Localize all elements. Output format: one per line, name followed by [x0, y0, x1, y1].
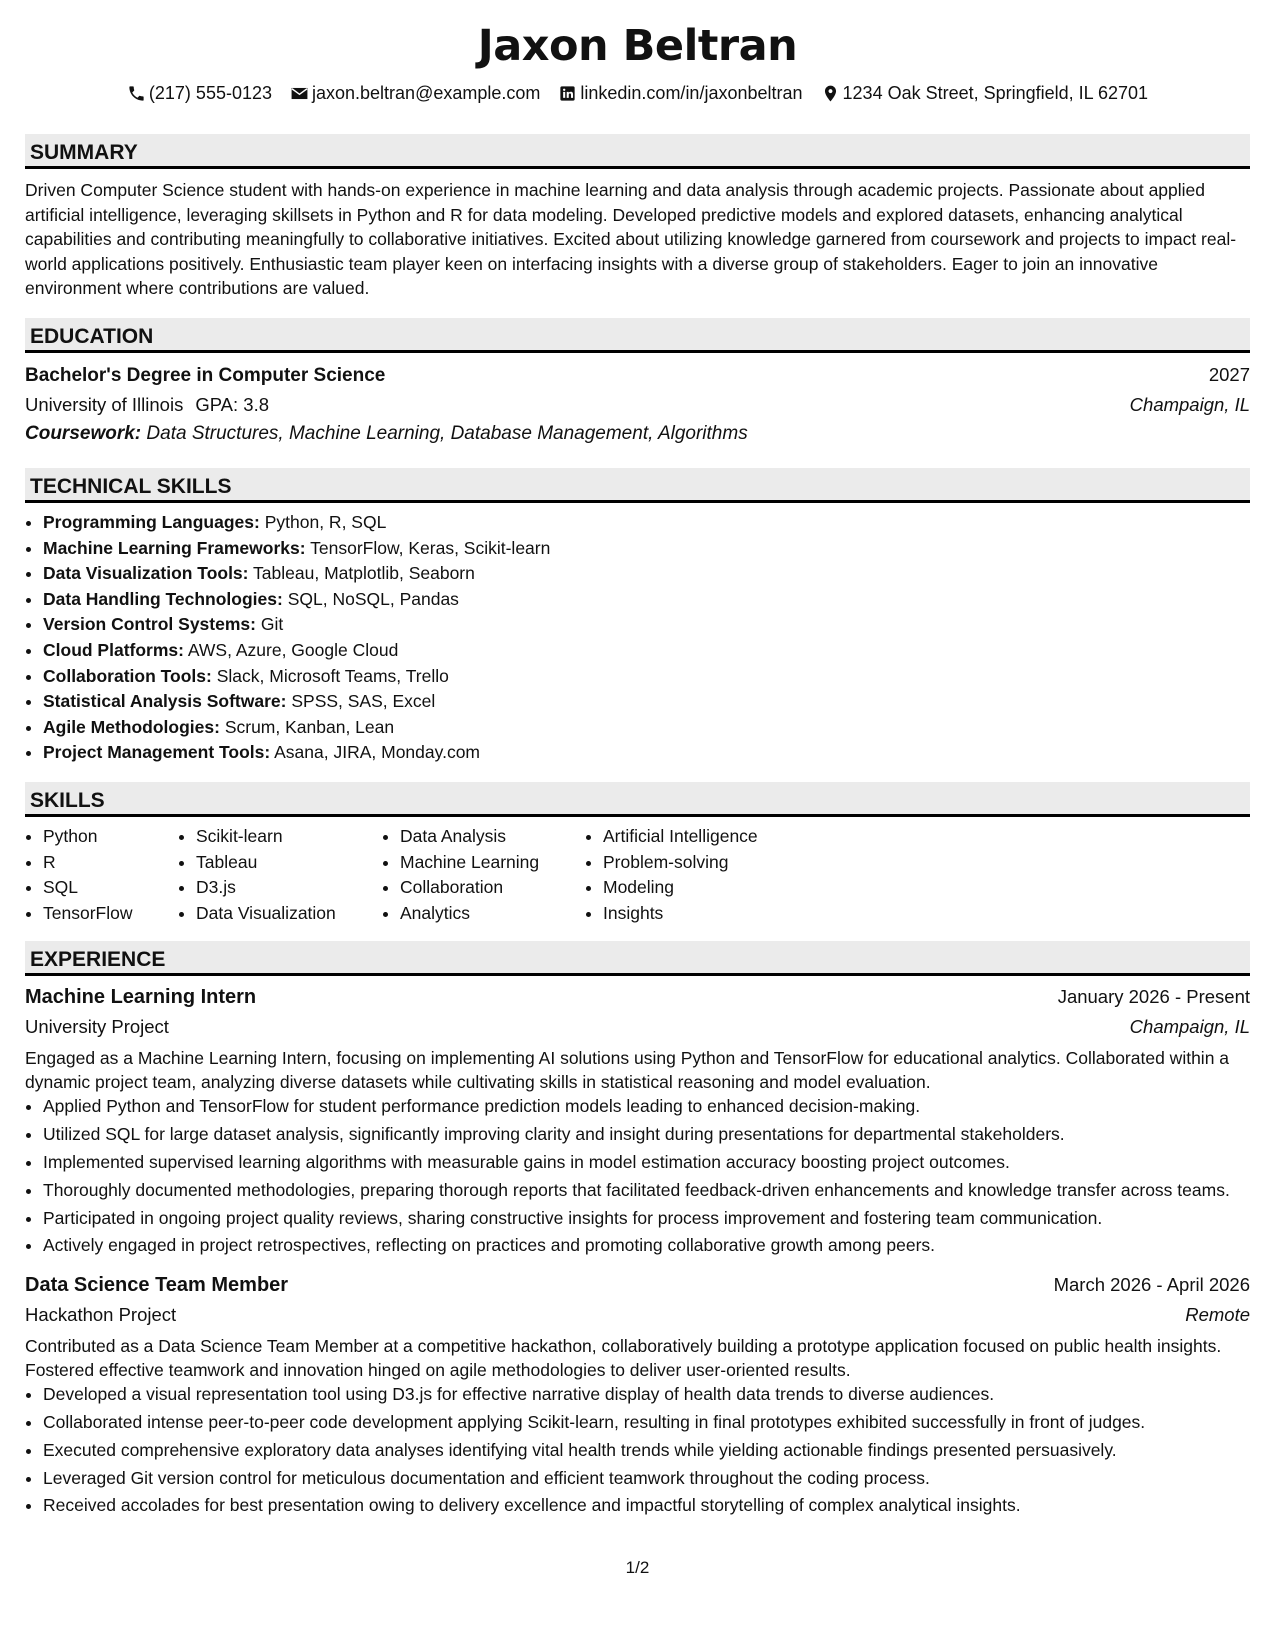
summary-text: Driven Computer Science student with hands-on experience in machine learning and data analysis through academic projects. Passionate about applied artificial intelligence, leveraging skillsets in Python and R for data modeling. Developed predictive models and explored datasets, enhancing analytical capabilities and contributing meaningfully to collaborative initiatives. Excited about utilizing knowledge garnered from coursework and projects to impact real-world applications positively. Enthusiastic team player keen on interfacing insights with a diverse group of stakeholders. Eager to join an innovative environment where contributions are valued. [25, 180, 1237, 299]
linkedin-icon [558, 84, 577, 103]
skill-label: Project Management Tools: [43, 742, 271, 763]
list-item: • TensorFlow [43, 901, 178, 927]
job-org: University Project [25, 1016, 169, 1038]
list-item: • Scikit-learn [196, 824, 382, 850]
list-item [43, 689, 1250, 715]
phone-text: (217) 555-0123 [148, 82, 272, 103]
job-title: Data Science Team Member [25, 1273, 289, 1296]
list-item [43, 510, 1250, 536]
coursework-label: Coursework: [25, 422, 142, 444]
skill-label: Statistical Analysis Software: [43, 691, 287, 712]
job-org-row [25, 1302, 1250, 1328]
email-text: jaxon.beltran@example.com [312, 82, 541, 103]
list-item [43, 561, 1250, 587]
skill-value: Asana, JIRA, Monday.com [274, 742, 480, 763]
list-item: • Modeling [603, 875, 803, 901]
list-item: • Machine Learning [400, 850, 585, 876]
skill-value: AWS, Azure, Google Cloud [187, 639, 399, 660]
skill-label: Agile Methodologies: [43, 716, 220, 737]
list-item: • Tableau [196, 850, 382, 876]
list-item: • Participated in ongoing project quality reviews, sharing constructive insights for process improvement and fostering team communication. [43, 1206, 1250, 1232]
list-item: • D3.js [196, 875, 382, 901]
list-item: • SQL [43, 875, 178, 901]
list-item: • Implemented supervised learning algorithms with measurable gains in model estimation accuracy boosting project outcomes. [43, 1150, 1250, 1176]
summary-heading: SUMMARY [25, 134, 1250, 169]
list-item: • Python [43, 824, 178, 850]
skill-label: Collaboration Tools: [43, 665, 212, 686]
education-heading: EDUCATION [25, 318, 1250, 353]
job-org-row [25, 1014, 1250, 1040]
skills-column-1 [25, 824, 178, 926]
list-item: • Insights [603, 901, 803, 927]
list-item: • Executed comprehensive exploratory data analyses identifying vital health trends while yielding actionable findings presented persuasively. [43, 1438, 1250, 1464]
degree: Bachelor's Degree in Computer Science [25, 364, 386, 386]
list-item: • Analytics [400, 901, 585, 927]
job-entry [25, 983, 1250, 1259]
job-description: Contributed as a Data Science Team Member at a competitive hackathon, collaboratively building a prototype application focused on public health insights. Fostered effective teamwork and innovation hinged on agile methodologies to deliver user-oriented results. [25, 1335, 1222, 1380]
skills-grid [25, 824, 1250, 926]
gpa: GPA: 3.8 [195, 393, 270, 415]
contact-linkedin[interactable] [558, 83, 802, 104]
job-title-row [25, 983, 1250, 1011]
skill-value: SPSS, SAS, Excel [291, 691, 436, 712]
list-item [43, 587, 1250, 613]
skill-value: Scrum, Kanban, Lean [224, 716, 395, 737]
list-item: • Artificial Intelligence [603, 824, 803, 850]
list-item: • Leveraged Git version control for meticulous documentation and efficient teamwork throughout the coding process. [43, 1466, 1250, 1492]
school-line [25, 393, 269, 417]
job-entry [25, 1271, 1250, 1519]
school-location: Champaign, IL [1129, 393, 1250, 415]
list-item [43, 638, 1250, 664]
job-org: Hackathon Project [25, 1303, 177, 1325]
list-item: • Problem-solving [603, 850, 803, 876]
job-location: Remote [1185, 1303, 1250, 1325]
list-item: • Collaboration [400, 875, 585, 901]
phone-icon [127, 84, 146, 103]
job-location: Champaign, IL [1129, 1016, 1250, 1038]
contact-address [821, 83, 1149, 104]
education-degree-row [25, 363, 1250, 388]
page-number: 1/2 [625, 1558, 650, 1577]
linkedin-text: linkedin.com/in/jaxonbeltran [580, 82, 803, 103]
list-item: • Received accolades for best presentation owing to delivery excellence and impactful storytelling of complex analytical insights. [43, 1493, 1250, 1519]
list-item: • Collaborated intense peer-to-peer code development applying Scikit-learn, resulting in final prototypes exhibited successfully in front of judges. [43, 1410, 1250, 1436]
job-description: Engaged as a Machine Learning Intern, focusing on implementing AI solutions using Python and TensorFlow for educational analytics. Collaborated within a dynamic project team, analyzing diverse datasets while cultivating skills in statistical reasoning and model evaluation. [25, 1048, 1230, 1092]
job-dates: March 2026 - April 2026 [1053, 1273, 1250, 1295]
contact-email[interactable] [290, 83, 540, 104]
job-title-row [25, 1271, 1250, 1299]
list-item: • Utilized SQL for large dataset analysis, significantly improving clarity and insight during presentations for departmental stakeholders. [43, 1122, 1250, 1148]
coursework-row [25, 422, 1250, 446]
job-bullets [25, 1094, 1250, 1259]
experience-heading: EXPERIENCE [25, 941, 1250, 976]
list-item [43, 664, 1250, 690]
map-pin-icon [821, 84, 840, 103]
candidate-name: Jaxon Beltran [477, 21, 798, 71]
skill-label: Version Control Systems: [43, 614, 256, 635]
list-item: • Actively engaged in project retrospectives, reflecting on practices and promoting collaborative growth among peers. [43, 1233, 1250, 1259]
skill-label: Programming Languages: [43, 511, 260, 532]
skill-value: Python, R, SQL [264, 511, 387, 532]
contact-bar [25, 80, 1250, 106]
graduation-year: 2027 [1208, 363, 1250, 385]
job-dates: January 2026 - Present [1057, 986, 1250, 1008]
skill-value: SQL, NoSQL, Pandas [287, 588, 459, 609]
list-item: • Data Visualization [196, 901, 382, 927]
address-text: 1234 Oak Street, Springfield, IL 62701 [842, 82, 1149, 103]
skill-value: Slack, Microsoft Teams, Trello [216, 665, 449, 686]
list-item [43, 715, 1250, 741]
school: University of Illinois [25, 393, 184, 415]
skill-label: Data Visualization Tools: [43, 563, 249, 584]
list-item [43, 740, 1250, 766]
job-title: Machine Learning Intern [25, 986, 257, 1009]
skill-label: Data Handling Technologies: [43, 588, 283, 609]
technical-skills-heading: TECHNICAL SKILLS [25, 468, 1250, 503]
list-item [43, 612, 1250, 638]
job-bullets [25, 1382, 1250, 1519]
list-item: • Applied Python and TensorFlow for student performance prediction models leading to enhanced decision-making. [43, 1094, 1250, 1120]
list-item: • Thoroughly documented methodologies, preparing thorough reports that facilitated feedback-driven enhancements and knowledge transfer across teams. [43, 1178, 1250, 1204]
coursework-list: Data Structures, Machine Learning, Database Management, Algorithms [146, 422, 748, 444]
envelope-icon [290, 84, 309, 103]
skill-label: Machine Learning Frameworks: [43, 537, 306, 558]
skill-value: TensorFlow, Keras, Scikit-learn [310, 537, 551, 558]
skills-column-3 [382, 824, 585, 926]
list-item: • Developed a visual representation tool using D3.js for effective narrative display of health data trends to diverse audiences. [43, 1382, 1250, 1408]
technical-skills-list [25, 510, 1250, 766]
resume-page [25, 18, 1250, 1521]
list-item: • Data Analysis [400, 824, 585, 850]
education-school-row [25, 393, 1250, 417]
skills-heading: SKILLS [25, 782, 1250, 817]
skill-value: Tableau, Matplotlib, Seaborn [253, 563, 475, 584]
skills-column-2 [178, 824, 382, 926]
skill-value: Git [260, 614, 284, 635]
skills-column-4 [585, 824, 803, 926]
list-item [43, 536, 1250, 562]
skill-label: Cloud Platforms: [43, 639, 184, 660]
list-item: • R [43, 850, 178, 876]
contact-phone[interactable] [127, 83, 272, 104]
